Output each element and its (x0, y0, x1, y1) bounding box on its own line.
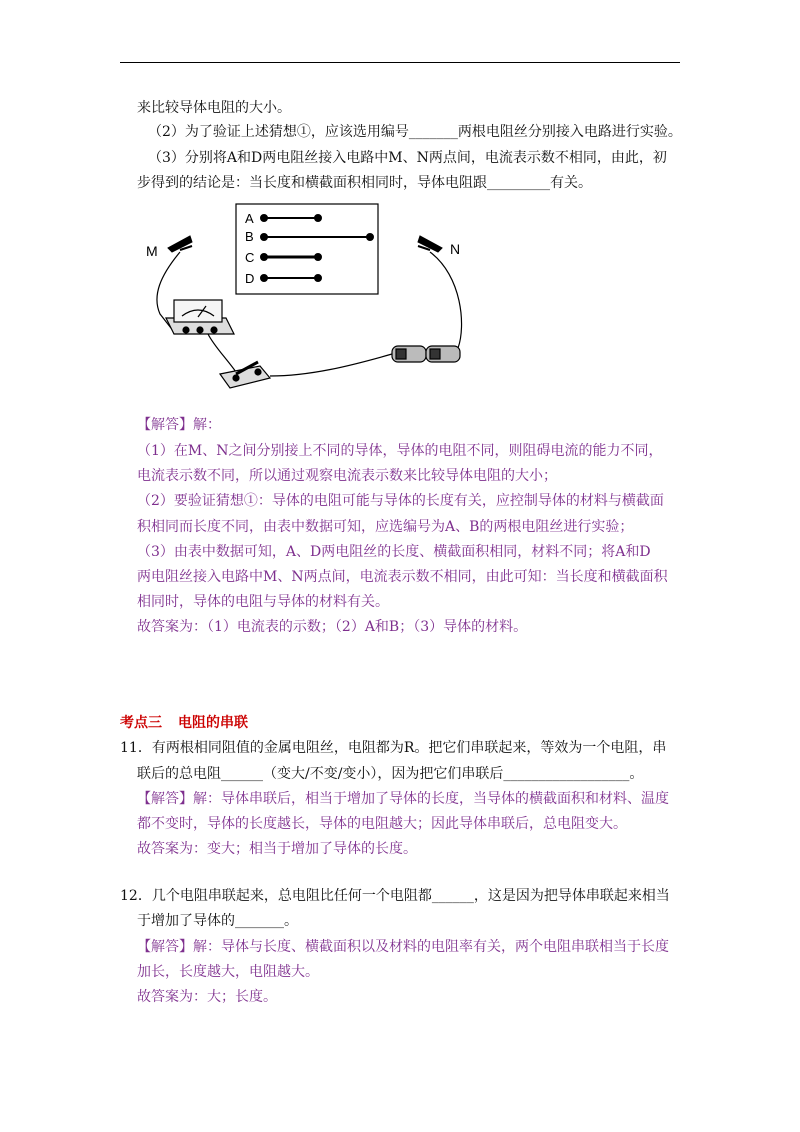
ammeter-icon (166, 300, 234, 334)
section-heading (120, 713, 248, 733)
section-label: 考点三 (120, 715, 162, 731)
battery-icon (392, 346, 460, 362)
answer-line: 故答案为：变大；相当于增加了导体的长度。 (137, 841, 417, 857)
circuit-diagram (140, 196, 480, 410)
answer-line: 积相同而长度不同，由表中数据可知，应选编号为A、B的两根电阻丝进行实验； (137, 519, 634, 535)
wire-label-d: D (245, 271, 255, 286)
answer-line: 故答案为：（1）电流表的示数；（2）A和B；（3）导体的材料。 (137, 619, 528, 635)
wire-battery-to-switch (270, 354, 392, 376)
switch-icon (220, 362, 270, 388)
clip-n-icon (418, 236, 442, 252)
wire-n-to-battery (430, 252, 462, 348)
question-12-line: 12．几个电阻串联起来，总电阻比任何一个电阻都______，这是因为把导体串联起来相当 (120, 888, 670, 904)
answer-line: 【解答】解：导体串联后，相当于增加了导体的长度，当导体的横截面积和材料、温度 (137, 791, 669, 807)
terminal-label-n: N (450, 241, 461, 257)
answer-line: 相同时，导体的电阻与导体的材料有关。 (137, 594, 389, 610)
question-11-line: 联后的总电阻______（变大/不变/变小），因为把它们串联后__________________。 (137, 766, 644, 782)
header-rule (120, 62, 680, 63)
wire-ammeter-to-switch (208, 334, 236, 372)
text-line: （3）分别将A和D两电阻丝接入电路中M、N两点间，电流表示数不相同，由此，初 (148, 150, 667, 166)
section-title: 电阻的串联 (178, 715, 248, 731)
answer-line: （1）在M、N之间分别接上不同的导体，导体的电阻不同，则阻碍电流的能力不同， (137, 443, 663, 459)
answer-head: 【解答】解： (137, 417, 221, 433)
wire-label-c: C (245, 250, 255, 265)
terminal-label-m: M (146, 243, 158, 259)
answer-line: 故答案为：大；长度。 (137, 989, 277, 1005)
answer-line: 加长，长度越大，电阻越大。 (137, 964, 319, 980)
answer-line: 【解答】解：导体与长度、横截面积以及材料的电阻率有关，两个电阻串联相当于长度 (137, 939, 669, 955)
text-line: （2）为了验证上述猜想①，应该选用编号_______两根电阻丝分别接入电路进行实验。 (148, 124, 682, 140)
text-line: 步得到的结论是：当长度和横截面积相同时，导体电阻跟_________有关。 (137, 175, 592, 191)
question-11-line: 11．有两根相同阻值的金属电阻丝，电阻都为R。把它们串联起来，等效为一个电阻，串 (120, 740, 667, 756)
answer-line: （3）由表中数据可知，A、D两电阻丝的长度、横截面积相同，材料不同；将A和D (137, 544, 651, 560)
answer-line: （2）要验证猜想①：导体的电阻可能与导体的长度有关，应控制导体的材料与横截面 (137, 493, 664, 509)
text-line: 来比较导体电阻的大小。 (137, 100, 291, 116)
answer-line: 两电阻丝接入电路中M、N两点间，电流表示数不相同，由此可知：当长度和横截面积 (137, 569, 668, 585)
answer-line: 电流表示数不同，所以通过观察电流表示数来比较导体电阻的大小； (137, 468, 557, 484)
answer-line: 都不变时，导体的长度越长，导体的电阻越大；因此导体串联后，总电阻变大。 (137, 816, 627, 832)
wire-label-b: B (245, 229, 254, 244)
clip-m-icon (168, 236, 192, 252)
question-12-line: 于增加了导体的_______。 (137, 913, 298, 929)
wire-label-a: A (245, 211, 254, 226)
